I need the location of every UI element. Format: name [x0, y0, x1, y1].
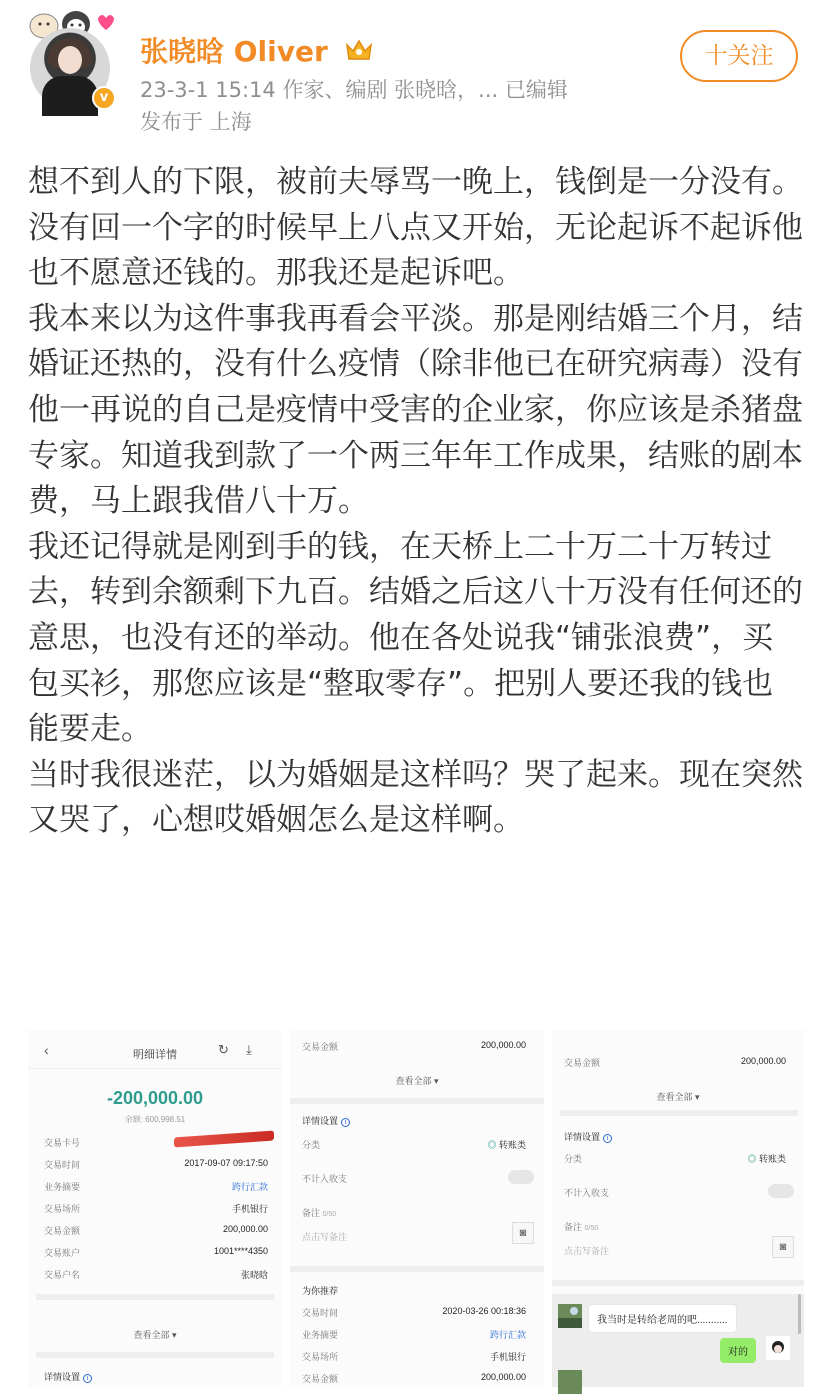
crown-icon [344, 37, 374, 63]
post-body [28, 160, 804, 844]
row-value: 2017-09-07 09:17:50 [184, 1158, 268, 1168]
exclude-toggle[interactable] [768, 1184, 794, 1198]
row-value: 张晓晗 [240, 1270, 268, 1280]
row-label: 交易场所 [302, 1352, 339, 1362]
note-count: 0/50 [322, 1211, 337, 1218]
camera-icon[interactable]: ◙ [512, 1222, 534, 1244]
row-value: 手机银行 [489, 1352, 526, 1362]
category-label: 分类 [564, 1154, 583, 1164]
details-setting [564, 1130, 612, 1143]
view-all-link[interactable]: 查看全部 ▾ [133, 1330, 177, 1340]
note-label [302, 1206, 336, 1219]
row-value: 1001****4350 [213, 1246, 268, 1256]
category-value-text: 转账类 [758, 1154, 786, 1164]
note-count: 0/50 [584, 1225, 599, 1232]
row-label: 交易卡号 [44, 1138, 81, 1148]
row-label: 交易时间 [44, 1160, 81, 1170]
post-paragraph: 我本来以为这件事我再看会平淡。那是刚结婚三个月，结婚证还热的，没有什么疫情（除非他已在研究病毒）没有他一再说的自己是疫情中受害的企业家，你应该是杀猪盘专家。知道我到款了一个两三年年工作成果，结账的剧本费，马上跟我借八十万。 [28, 300, 803, 520]
info-icon: i [603, 1134, 612, 1143]
details-setting [44, 1370, 92, 1383]
chat-avatar-right [766, 1336, 790, 1360]
view-all-link[interactable]: 查看全部 ▾ [395, 1076, 439, 1086]
chat-avatar-left [558, 1304, 582, 1328]
row-label: 交易金额 [302, 1042, 339, 1052]
info-icon: i [83, 1374, 92, 1383]
view-all-text: 查看全部 [395, 1076, 432, 1086]
detail-title: 明细详情 [133, 1049, 177, 1061]
image-bank-detail-3[interactable] [552, 1030, 804, 1387]
row-label: 交易账户 [44, 1248, 81, 1258]
note-label-text: 备注 [302, 1208, 321, 1218]
exclude-label: 不计入收支 [564, 1188, 610, 1198]
chat-avatar-left-2 [558, 1370, 582, 1394]
chat-message-left: 我当时是转给老周的吧........... [588, 1304, 737, 1333]
image-grid [28, 1030, 804, 1387]
details-setting-text: 详情设置 [302, 1116, 339, 1126]
details-setting-text: 详情设置 [44, 1372, 81, 1382]
divider [28, 1068, 282, 1069]
info-icon: i [341, 1118, 350, 1127]
category-value-text: 转账类 [498, 1140, 526, 1150]
divider [36, 1352, 274, 1358]
chat-scrollbar[interactable] [798, 1294, 801, 1334]
redaction-mark [174, 1131, 274, 1148]
row-label: 交易户名 [44, 1270, 81, 1280]
row-value: 手机银行 [231, 1204, 268, 1214]
row-label: 交易场所 [44, 1204, 81, 1214]
post-paragraph: 我还记得就是刚到手的钱，在天桥上二十万二十万转过去，转到余额剩下九百。结婚之后这八十万没有任何还的意思，也没有还的举动。他在各处说我“铺张浪费”，买包买衫，那您应该是“整取零存”。把别人要还我的钱也能要走。 [28, 528, 803, 748]
row-value: 跨行汇款 [231, 1182, 268, 1192]
row-label: 交易时间 [302, 1308, 339, 1318]
row-value: 200,000.00 [480, 1372, 526, 1382]
exclude-toggle[interactable] [508, 1170, 534, 1184]
transfer-icon: ◎ [747, 1154, 757, 1164]
category-value[interactable] [487, 1138, 526, 1151]
avatar[interactable] [26, 4, 118, 108]
note-input[interactable]: 点击写备注 [302, 1232, 348, 1242]
download-icon: ⤓ [246, 1042, 252, 1057]
divider [290, 1098, 544, 1104]
refresh-icon: ↻ [218, 1042, 229, 1057]
post-meta: 23-3-1 15:14 作家、编剧 张晓晗，... 已编辑 [140, 78, 568, 102]
row-label: 交易金额 [564, 1058, 601, 1068]
view-all-text: 查看全部 [656, 1092, 693, 1102]
follow-button[interactable]: 十关注 [680, 30, 798, 82]
balance: 余额: 600,998.51 [124, 1115, 186, 1124]
username[interactable] [140, 30, 374, 70]
category-value[interactable] [747, 1152, 786, 1165]
post-paragraph: 当时我很迷茫，以为婚姻是这样吗？哭了起来。现在突然又哭了，心想哎婚姻怎么是这样啊。 [28, 756, 803, 839]
image-bank-detail-2[interactable] [290, 1030, 544, 1387]
divider [560, 1110, 798, 1116]
row-value: 200,000.00 [480, 1040, 526, 1050]
row-value: 2020-03-26 00:18:36 [442, 1306, 526, 1316]
camera-icon[interactable]: ◙ [772, 1236, 794, 1258]
post-location: 发布于 上海 [140, 110, 252, 134]
details-setting-text: 详情设置 [564, 1132, 601, 1142]
verified-badge-icon: v [92, 86, 116, 110]
image-bank-detail-1[interactable] [28, 1030, 282, 1387]
transaction-amount: -200,000.00 [106, 1088, 204, 1108]
row-value: 跨行汇款 [489, 1330, 526, 1340]
username-text[interactable]: 张晓晗 Oliver [140, 35, 328, 68]
recommend-title: 为你推荐 [302, 1286, 339, 1296]
row-value: 200,000.00 [740, 1056, 786, 1066]
view-all-link[interactable]: 查看全部 ▾ [656, 1092, 700, 1102]
note-input[interactable]: 点击写备注 [564, 1246, 610, 1256]
row-value: 200,000.00 [222, 1224, 268, 1234]
note-label [564, 1220, 598, 1233]
post-header [0, 0, 828, 140]
exclude-label: 不计入收支 [302, 1174, 348, 1184]
divider [290, 1266, 544, 1272]
transfer-icon: ◎ [487, 1140, 497, 1150]
post-paragraph: 想不到人的下限，被前夫辱骂一晚上，钱倒是一分没有。没有回一个字的时候早上八点又开始，无论起诉不起诉他也不愿意还钱的。那我还是起诉吧。 [28, 164, 803, 292]
row-label: 交易金额 [44, 1226, 81, 1236]
view-all-text: 查看全部 [133, 1330, 170, 1340]
note-label-text: 备注 [564, 1222, 583, 1232]
row-label: 交易金额 [302, 1374, 339, 1384]
chat-area [552, 1294, 804, 1387]
divider [36, 1294, 274, 1300]
row-label: 业务摘要 [44, 1182, 81, 1192]
back-icon: ‹ [44, 1042, 49, 1058]
category-label: 分类 [302, 1140, 321, 1150]
divider [552, 1280, 804, 1286]
row-label: 业务摘要 [302, 1330, 339, 1340]
chat-message-right: 对的 [720, 1338, 756, 1363]
details-setting [302, 1114, 350, 1127]
